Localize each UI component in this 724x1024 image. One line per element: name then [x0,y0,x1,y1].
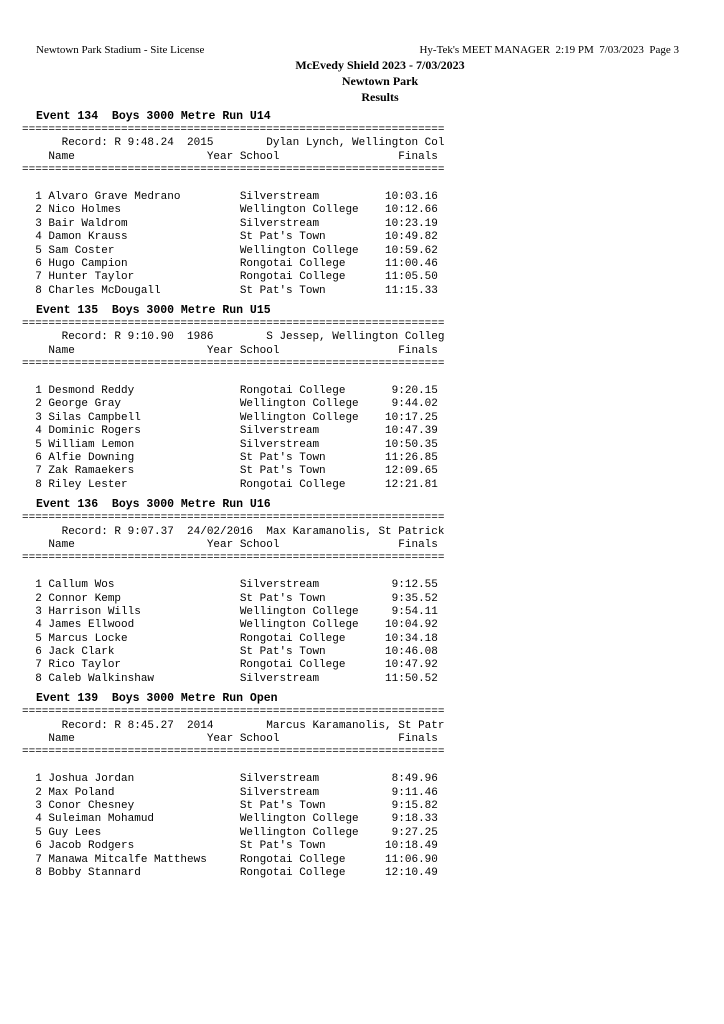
result-row: 8 Charles McDougall St Pat's Town 11:15.33 [22,284,438,297]
result-row: 6 Alfie Downing St Pat's Town 11:26.85 [22,451,438,464]
result-row: 3 Silas Campbell Wellington College 10:17.25 [22,411,438,424]
result-row: 1 Callum Wos Silverstream 9:12.55 [22,579,438,592]
result-row: 6 Hugo Campion Rongotai College 11:00.46 [22,257,438,270]
result-row: 8 Caleb Walkinshaw Silverstream 11:50.52 [22,672,438,685]
results-title: Results [361,90,399,104]
event-title: Event 134 Boys 3000 Metre Run U14 [36,110,271,123]
separator-line: ================================================================ [22,552,445,565]
result-row: 3 Bair Waldrom Silverstream 10:23.19 [22,217,438,230]
event-block [22,497,444,686]
record-line: Record: R 9:10.90 1986 S Jessep, Wellington Colleg [22,331,445,344]
result-row: 7 Rico Taylor Rongotai College 10:47.92 [22,659,438,672]
result-row: 6 Jacob Rodgers St Pat's Town 10:18.49 [22,840,438,853]
blank-line [22,566,444,579]
result-row: 5 Guy Lees Wellington College 9:27.25 [22,826,438,839]
separator-line: ================================================================ [22,124,445,136]
record-line: Record: R 9:48.24 2015 Dylan Lynch, Wellington Col [22,137,445,150]
result-row: 5 Sam Coster Wellington College 10:59.62 [22,244,438,257]
results-table [22,512,444,686]
result-row: 4 James Ellwood Wellington College 10:04.92 [22,619,438,632]
result-row: 2 Connor Kemp St Pat's Town 9:35.52 [22,592,438,605]
results-table [22,706,444,880]
separator-line: ================================================================ [22,512,445,525]
result-row: 8 Bobby Stannard Rongotai College 12:10.49 [22,866,438,879]
result-row: 2 Nico Holmes Wellington College 10:12.66 [22,204,438,217]
result-row: 3 Harrison Wills Wellington College 9:54.11 [22,605,438,618]
result-row: 8 Riley Lester Rongotai College 12:21.81 [22,478,438,491]
event-title: Event 136 Boys 3000 Metre Run U16 [36,498,271,512]
record-line: Record: R 8:45.27 2014 Marcus Karamanolis, St Patr [22,719,445,732]
result-row: 4 Dominic Rogers Silverstream 10:47.39 [22,425,438,438]
column-header: Name Year School Finals [22,538,438,551]
event-title: Event 135 Boys 3000 Metre Run U15 [36,304,271,318]
result-row: 4 Suleiman Mohamud Wellington College 9:18.33 [22,813,438,826]
results-body [22,109,444,885]
result-row: 5 Marcus Locke Rongotai College 10:34.18 [22,632,438,645]
results-table [22,124,444,298]
separator-line: ================================================================ [22,358,445,371]
column-header: Name Year School Finals [22,150,438,163]
event-block [22,303,444,492]
header-left: Newtown Park Stadium - Site License [36,44,205,56]
blank-line [22,178,444,191]
result-row: 2 George Gray Wellington College 9:44.02 [22,398,438,411]
result-row: 7 Hunter Taylor Rongotai College 11:05.50 [22,271,438,284]
result-row: 5 William Lemon Silverstream 10:50.35 [22,438,438,451]
event-block [22,691,444,880]
record-line: Record: R 9:07.37 24/02/2016 Max Karamanolis, St Patrick [22,525,445,538]
event-title: Event 139 Boys 3000 Metre Run Open [36,692,278,706]
result-row: 1 Alvaro Grave Medrano Silverstream 10:03.16 [22,190,438,203]
separator-line: ================================================================ [22,318,445,331]
column-header: Name Year School Finals [22,733,438,746]
meet-title: McEvedy Shield 2023 - 7/03/2023 [295,58,465,72]
column-header: Name Year School Finals [22,344,438,357]
result-row: 7 Manawa Mitcalfe Matthews Rongotai College 11:06.90 [22,853,438,866]
results-table [22,318,444,492]
result-row: 1 Joshua Jordan Silverstream 8:49.96 [22,773,438,786]
separator-line: ================================================================ [22,746,445,759]
blank-line [22,760,444,773]
result-row: 7 Zak Ramaekers St Pat's Town 12:09.65 [22,465,438,478]
separator-line: ================================================================ [22,706,445,719]
header-right: Hy-Tek's MEET MANAGER 2:19 PM 7/03/2023 Page 3 [419,44,679,56]
result-row: 6 Jack Clark St Pat's Town 10:46.08 [22,646,438,659]
blank-line [22,372,444,385]
separator-line: ================================================================ [22,164,445,177]
result-row: 4 Damon Krauss St Pat's Town 10:49.82 [22,231,438,244]
result-row: 3 Conor Chesney St Pat's Town 9:15.82 [22,799,438,812]
event-block [22,109,444,298]
venue-title: Newtown Park [341,74,419,88]
result-row: 2 Max Poland Silverstream 9:11.46 [22,786,438,799]
result-row: 1 Desmond Reddy Rongotai College 9:20.15 [22,385,438,398]
